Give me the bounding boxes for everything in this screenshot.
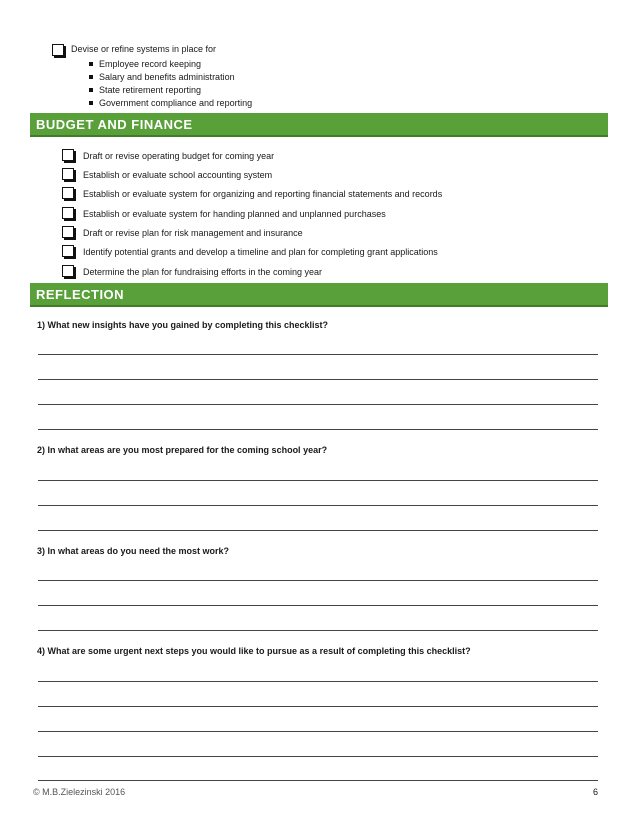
answer-line[interactable] <box>38 630 598 631</box>
checkbox[interactable] <box>62 187 74 199</box>
checklist-item: Establish or evaluate system for organizing and reporting financial statements and records <box>83 189 443 199</box>
question-1: 1) What new insights have you gained by completing this checklist? <box>37 320 329 330</box>
list-item: Salary and benefits administration <box>89 72 235 82</box>
checklist-item: Draft or revise operating budget for coming year <box>83 151 275 161</box>
question-3: 3) In what areas do you need the most work? <box>37 546 230 556</box>
checkbox[interactable] <box>62 245 74 257</box>
checkbox[interactable] <box>62 265 74 277</box>
checklist-item: Determine the plan for fundraising efforts in the coming year <box>83 267 322 277</box>
checklist-item: Establish or evaluate school accounting system <box>83 170 273 180</box>
answer-line[interactable] <box>38 404 598 405</box>
section-header-reflection: REFLECTION <box>30 283 608 307</box>
answer-line[interactable] <box>38 780 598 781</box>
checklist-item: Establish or evaluate system for handing planned and unplanned purchases <box>83 209 386 219</box>
answer-line[interactable] <box>38 605 598 606</box>
question-2: 2) In what areas are you most prepared for the coming school year? <box>37 445 328 455</box>
answer-line[interactable] <box>38 706 598 707</box>
bullet-icon <box>89 75 93 79</box>
checkbox[interactable] <box>62 168 74 180</box>
answer-line[interactable] <box>38 530 598 531</box>
answer-line[interactable] <box>38 429 598 430</box>
answer-line[interactable] <box>38 354 598 355</box>
section-heading: Devise or refine systems in place for <box>71 44 217 54</box>
question-4: 4) What are some urgent next steps you would like to pursue as a result of completing this checklist? <box>37 646 471 656</box>
list-item: Government compliance and reporting <box>89 98 252 108</box>
bullet-icon <box>89 101 93 105</box>
bullet-icon <box>89 62 93 66</box>
section-header-budget: BUDGET AND FINANCE <box>30 113 608 137</box>
answer-line[interactable] <box>38 480 598 481</box>
answer-line[interactable] <box>38 505 598 506</box>
checkbox[interactable] <box>62 149 74 161</box>
list-item: State retirement reporting <box>89 85 201 95</box>
page-number: 6 <box>593 787 599 797</box>
checkbox[interactable] <box>62 207 74 219</box>
answer-line[interactable] <box>38 731 598 732</box>
footer-copyright: © M.B.Zielezinski 2016 <box>33 787 126 797</box>
answer-line[interactable] <box>38 681 598 682</box>
checkbox[interactable] <box>62 226 74 238</box>
checkbox[interactable] <box>52 44 64 56</box>
answer-line[interactable] <box>38 756 598 757</box>
checklist-item: Identify potential grants and develop a timeline and plan for completing grant applications <box>83 247 438 257</box>
bullet-icon <box>89 88 93 92</box>
list-item: Employee record keeping <box>89 59 201 69</box>
answer-line[interactable] <box>38 580 598 581</box>
answer-line[interactable] <box>38 379 598 380</box>
checklist-item: Draft or revise plan for risk management and insurance <box>83 228 303 238</box>
